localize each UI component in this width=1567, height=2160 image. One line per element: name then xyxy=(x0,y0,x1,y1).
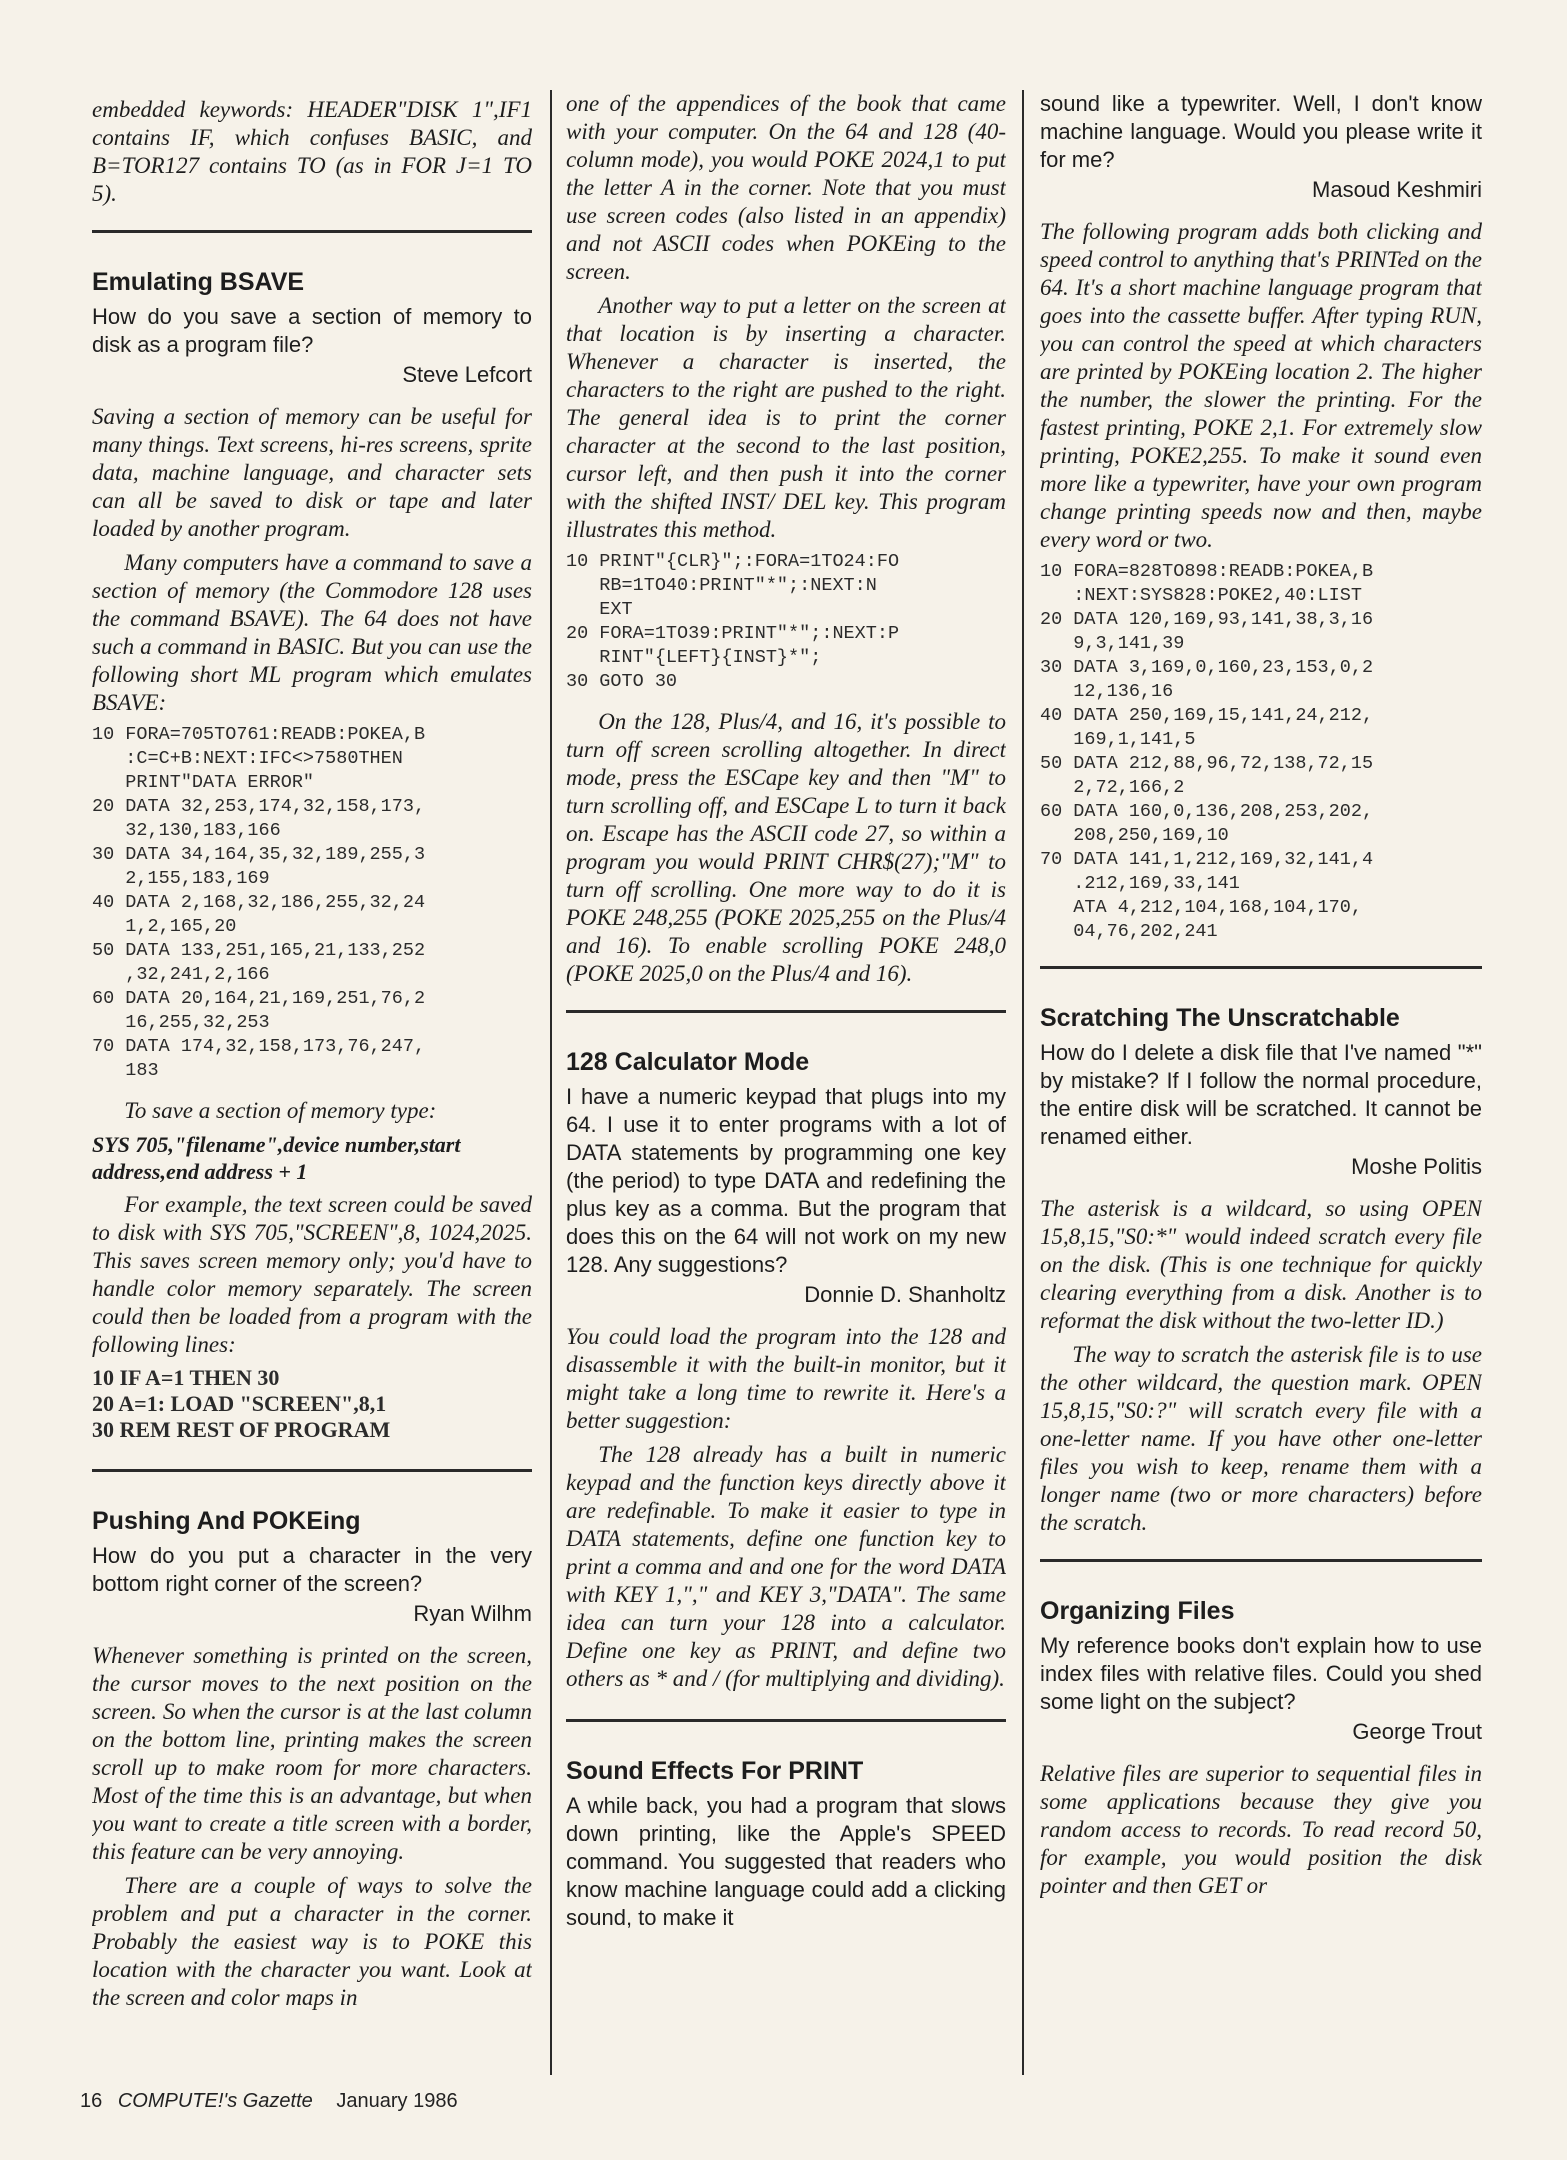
column-divider xyxy=(1022,90,1024,2075)
answer-paragraph: The way to scratch the asterisk file is to use the other wildcard, the question mark. OPEN 15,8,15,"S0:?" will scratch every file with a one-letter name. If you have other one-letter files you wish to keep, rename them with a longer name (two or more characters) before the scratch. xyxy=(1040,1342,1482,1535)
page-number: 16 xyxy=(80,2090,103,2112)
reader-question: I have a numeric keypad that plugs into my 64. I use it to enter programs with a lot of DATA statements by programming one key (the period) to type DATA and redefining the plus key as a comma. But the program that does this on the 64 will not work on my new 128. Any suggestions? xyxy=(566,1084,1006,1277)
intro-paragraph: embedded keywords: HEADER"DISK 1",IF1 contains IF, which confuses BASIC, and B=TOR127 contains TO (as in FOR J=1 TO 5). xyxy=(92,97,532,206)
code-listing: 10 FORA=828TO898:READB:POKEA,B :NEXT:SYS828:POKE2,40:LIST 20 DATA 120,169,93,141,38,3,16 9,3,141,39 30 DATA 3,169,0,160,23,153,0,2 12,136,16 40 DATA 250,169,15,141,24,212, 169,1,141,5 50 DATA 212,88,96,72,138,72,15 2,72,166,2 60 DATA 160,0,136,208,253,202, 208,250,169,10 70 DATA 141,1,212,169,32,141,4 .212,169,33,141 ATA 4,212,104,168,104,170, 04,76,202,241 xyxy=(1040,561,1374,942)
sys-command: SYS 705,"filename",device number,start address,end address + 1 xyxy=(92,1132,461,1184)
reader-question: My reference books don't explain how to use index files with relative files. Could you shed some light on the subject? xyxy=(1040,1633,1482,1714)
column-2 xyxy=(566,90,1006,2075)
code-listing: 10 PRINT"{CLR}";:FORA=1TO24:FO RB=1TO40:PRINT"*";:NEXT:N EXT 20 FORA=1TO39:PRINT"*";:NEXT:P RINT"{LEFT}{INST}*"; 30 GOTO 30 xyxy=(566,551,900,692)
section-divider xyxy=(566,1719,1006,1722)
column-divider xyxy=(550,90,552,2075)
section-title: Sound Effects For PRINT xyxy=(566,1757,864,1785)
issue-date: January 1986 xyxy=(336,2090,458,2112)
reader-question: A while back, you had a program that slows down printing, like the Apple's SPEED command. You suggested that readers who know machine language could add a clicking sound, to make it xyxy=(566,1793,1006,1930)
section-divider xyxy=(92,1469,532,1472)
answer-paragraph: Many computers have a command to save a section of memory (the Commodore 128 uses the command BSAVE). The 64 does not have such a command in BASIC. But you can use the following short ML program which emulates BSAVE: xyxy=(92,550,532,715)
answer-paragraph: The 128 already has a built in numeric keypad and the function keys directly above it are redefinable. To make it easier to type in DATA statements, define one function key to print a comma and and one for the word DATA with KEY 1,"," and KEY 3,"DATA". The same idea can turn your 128 into a calculator. Define one key as PRINT, and define two others as * and / (for multiplying and dividing). xyxy=(566,1442,1006,1691)
answer-paragraph: Saving a section of memory can be useful for many things. Text screens, hi-res screens, sprite data, machine language, and character sets can all be saved to disk or tape and later loaded by another program. xyxy=(92,404,532,541)
reader-question: How do you put a character in the very bottom right corner of the screen? xyxy=(92,1543,532,1596)
section-divider xyxy=(1040,966,1482,969)
section-divider xyxy=(92,230,532,233)
answer-paragraph: On the 128, Plus/4, and 16, it's possible to turn off screen scrolling altogether. In direct mode, press the ESCape key and then "M" to turn scrolling off, and ESCape L to turn it back on. Escape has the ASCII code 27, so within a program you would PRINT CHR$(27);"M" to turn off scrolling. One more way to do it is POKE 248,255 (POKE 2025,255 on the Plus/4 and 16). To enable scrolling POKE 248,0 (POKE 2025,0 on the Plus/4 and 16). xyxy=(566,709,1006,986)
question-signature: Donnie D. Shanholtz xyxy=(804,1282,1006,1307)
section-divider xyxy=(566,1010,1006,1013)
section-divider xyxy=(1040,1559,1482,1562)
section-title: Organizing Files xyxy=(1040,1597,1235,1625)
question-signature: Ryan Wilhm xyxy=(413,1601,532,1626)
reader-question: How do I delete a disk file that I've named "*" by mistake? If I follow the normal procedure, the entire disk will be scratched. It cannot be renamed either. xyxy=(1040,1040,1482,1149)
column-3 xyxy=(1040,90,1482,2075)
answer-paragraph: To save a section of memory type: xyxy=(124,1098,437,1123)
answer-paragraph: The following program adds both clicking and speed control to anything that's PRINTed on the 64. It's a short machine language program that goes into the cassette buffer. After typing RUN, you can control the speed at which characters are printed by POKEing location 2. The higher the number, the slower the printing. For the fastest printing, POKE 2,1. For extremely slow printing, POKE2,255. To make it sound even more like a typewriter, have your own program change printing speeds now and then, maybe every word or two. xyxy=(1040,219,1482,552)
section-title: Emulating BSAVE xyxy=(92,268,305,296)
question-signature: Moshe Politis xyxy=(1351,1154,1482,1179)
magazine-name: COMPUTE!'s Gazette xyxy=(117,2090,313,2112)
question-signature: George Trout xyxy=(1352,1719,1482,1744)
section-title: 128 Calculator Mode xyxy=(566,1048,810,1076)
answer-paragraph: one of the appendices of the book that came with your computer. On the 64 and 128 (40-column mode), you would POKE 2024,1 to put the letter A in the corner. Note that you must use screen codes (also listed in an appendix) and not ASCII codes when POKEing to the screen. xyxy=(566,91,1006,284)
answer-paragraph: Relative files are superior to sequential files in some applications because they give you random access to records. To read record 50, for example, you would position the disk pointer and then GET or xyxy=(1040,1761,1482,1898)
answer-paragraph: For example, the text screen could be saved to disk with SYS 705,"SCREEN",8, 1024,2025. This saves screen memory only; you'd have to handle color memory separately. The screen could then be loaded from a program with the following lines: xyxy=(92,1192,532,1357)
code-listing: 10 IF A=1 THEN 30 20 A=1: LOAD "SCREEN",8,1 30 REM REST OF PROGRAM xyxy=(92,1365,391,1442)
reader-question: sound like a typewriter. Well, I don't know machine language. Would you please write it for me? xyxy=(1040,91,1482,172)
question-signature: Masoud Keshmiri xyxy=(1312,177,1482,202)
answer-paragraph: Another way to put a letter on the screen at that location is by inserting a character. Whenever a character is inserted, the characters to the right are pushed to the right. The general idea is to print the corner character at the second to the last position, cursor left, and then push it into the corner with the shifted INST/ DEL key. This program illustrates this method. xyxy=(566,293,1006,542)
section-title: Scratching The Unscratchable xyxy=(1040,1004,1400,1032)
answer-paragraph: The asterisk is a wildcard, so using OPEN 15,8,15,"S0:*" would indeed scratch every file on the disk. (This is one technique for quickly clearing everything from a disk. Another is to reformat the disk without the two-letter ID.) xyxy=(1040,1196,1482,1333)
column-1 xyxy=(92,90,532,2075)
answer-paragraph: You could load the program into the 128 and disassemble it with the built-in monitor, but it might take a long time to rewrite it. Here's a better suggestion: xyxy=(566,1324,1006,1433)
code-listing: 10 FORA=705TO761:READB:POKEA,B :C=C+B:NEXT:IFC<>7580THEN PRINT"DATA ERROR" 20 DATA 32,253,174,32,158,173, 32,130,183,166 30 DATA 34,164,35,32,189,255,3 2,155,183,169 40 DATA 2,168,32,186,255,32,24 1,2,165,20 50 DATA 133,251,165,21,133,252 ,32,241,2,166 60 DATA 20,164,21,169,251,76,2 16,255,32,253 70 DATA 174,32,158,173,76,247, 183 xyxy=(92,724,426,1081)
page-footer xyxy=(80,2090,458,2113)
section-title: Pushing And POKEing xyxy=(92,1507,361,1535)
question-signature: Steve Lefcort xyxy=(402,362,532,387)
answer-paragraph: There are a couple of ways to solve the problem and put a character in the corner. Probably the easiest way is to POKE this location with the character you want. Look at the screen and color maps in xyxy=(92,1873,532,2010)
reader-question: How do you save a section of memory to disk as a program file? xyxy=(92,304,532,357)
answer-paragraph: Whenever something is printed on the screen, the cursor moves to the next position on the screen. So when the cursor is at the last column on the bottom line, printing makes the screen scroll up to make room for more characters. Most of the time this is an advantage, but when you want to create a title screen with a border, this feature can be very annoying. xyxy=(92,1643,532,1864)
